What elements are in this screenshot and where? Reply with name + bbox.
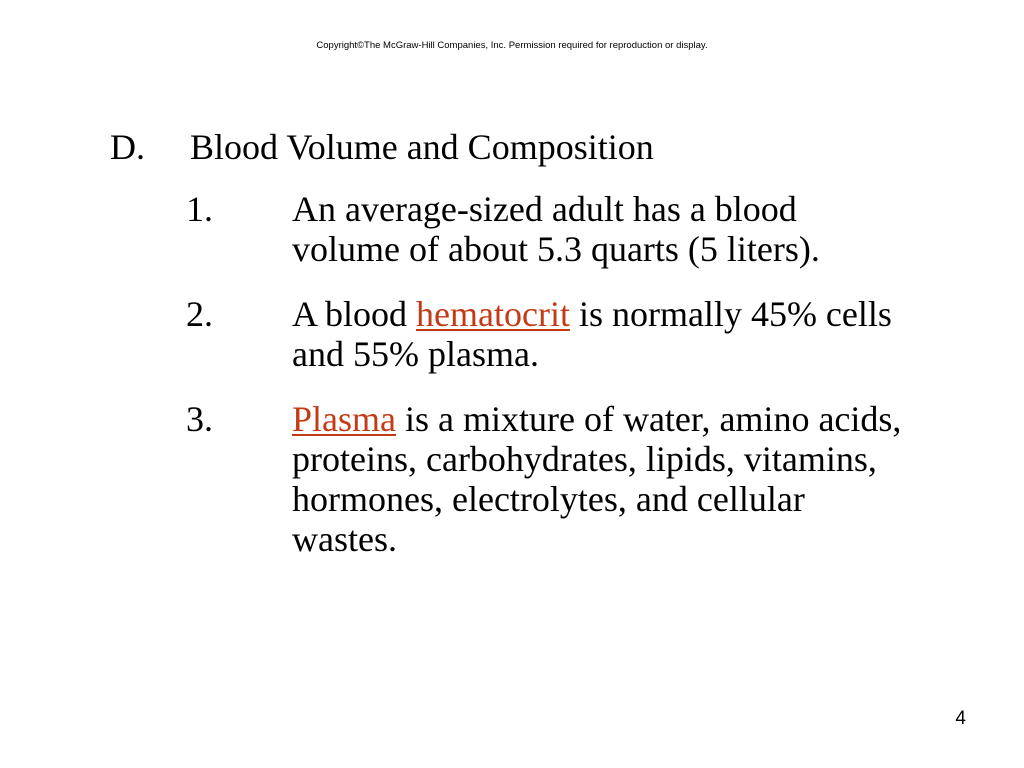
item-text-before: A blood — [292, 294, 417, 334]
item-number: 2. — [186, 294, 213, 334]
item-text — [292, 189, 912, 269]
item-number: 3. — [186, 399, 213, 439]
hematocrit-link[interactable]: hematocrit — [416, 294, 570, 334]
copyright-notice: Copyright©The McGraw-Hill Companies, Inc. Permission required for reproduction or display. — [316, 40, 708, 51]
item-text-after: is normally 45% cells and 55% plasma. — [292, 294, 892, 374]
page-number: 4 — [955, 708, 966, 729]
item-number: 1. — [186, 189, 213, 229]
plasma-link[interactable]: Plasma — [292, 399, 396, 439]
section-letter: D. — [110, 127, 145, 167]
section-title: Blood Volume and Composition — [190, 127, 654, 167]
section-heading — [0, 127, 1024, 171]
item-text — [292, 399, 912, 559]
item-text — [292, 294, 912, 374]
item-text-after: is a mixture of water, amino acids, proteins, carbohydrates, lipids, vitamins, hormones, electrolytes, and cellular wastes. — [292, 399, 902, 559]
item-text-content: An average-sized adult has a blood volume of about 5.3 quarts (5 liters). — [292, 189, 820, 269]
